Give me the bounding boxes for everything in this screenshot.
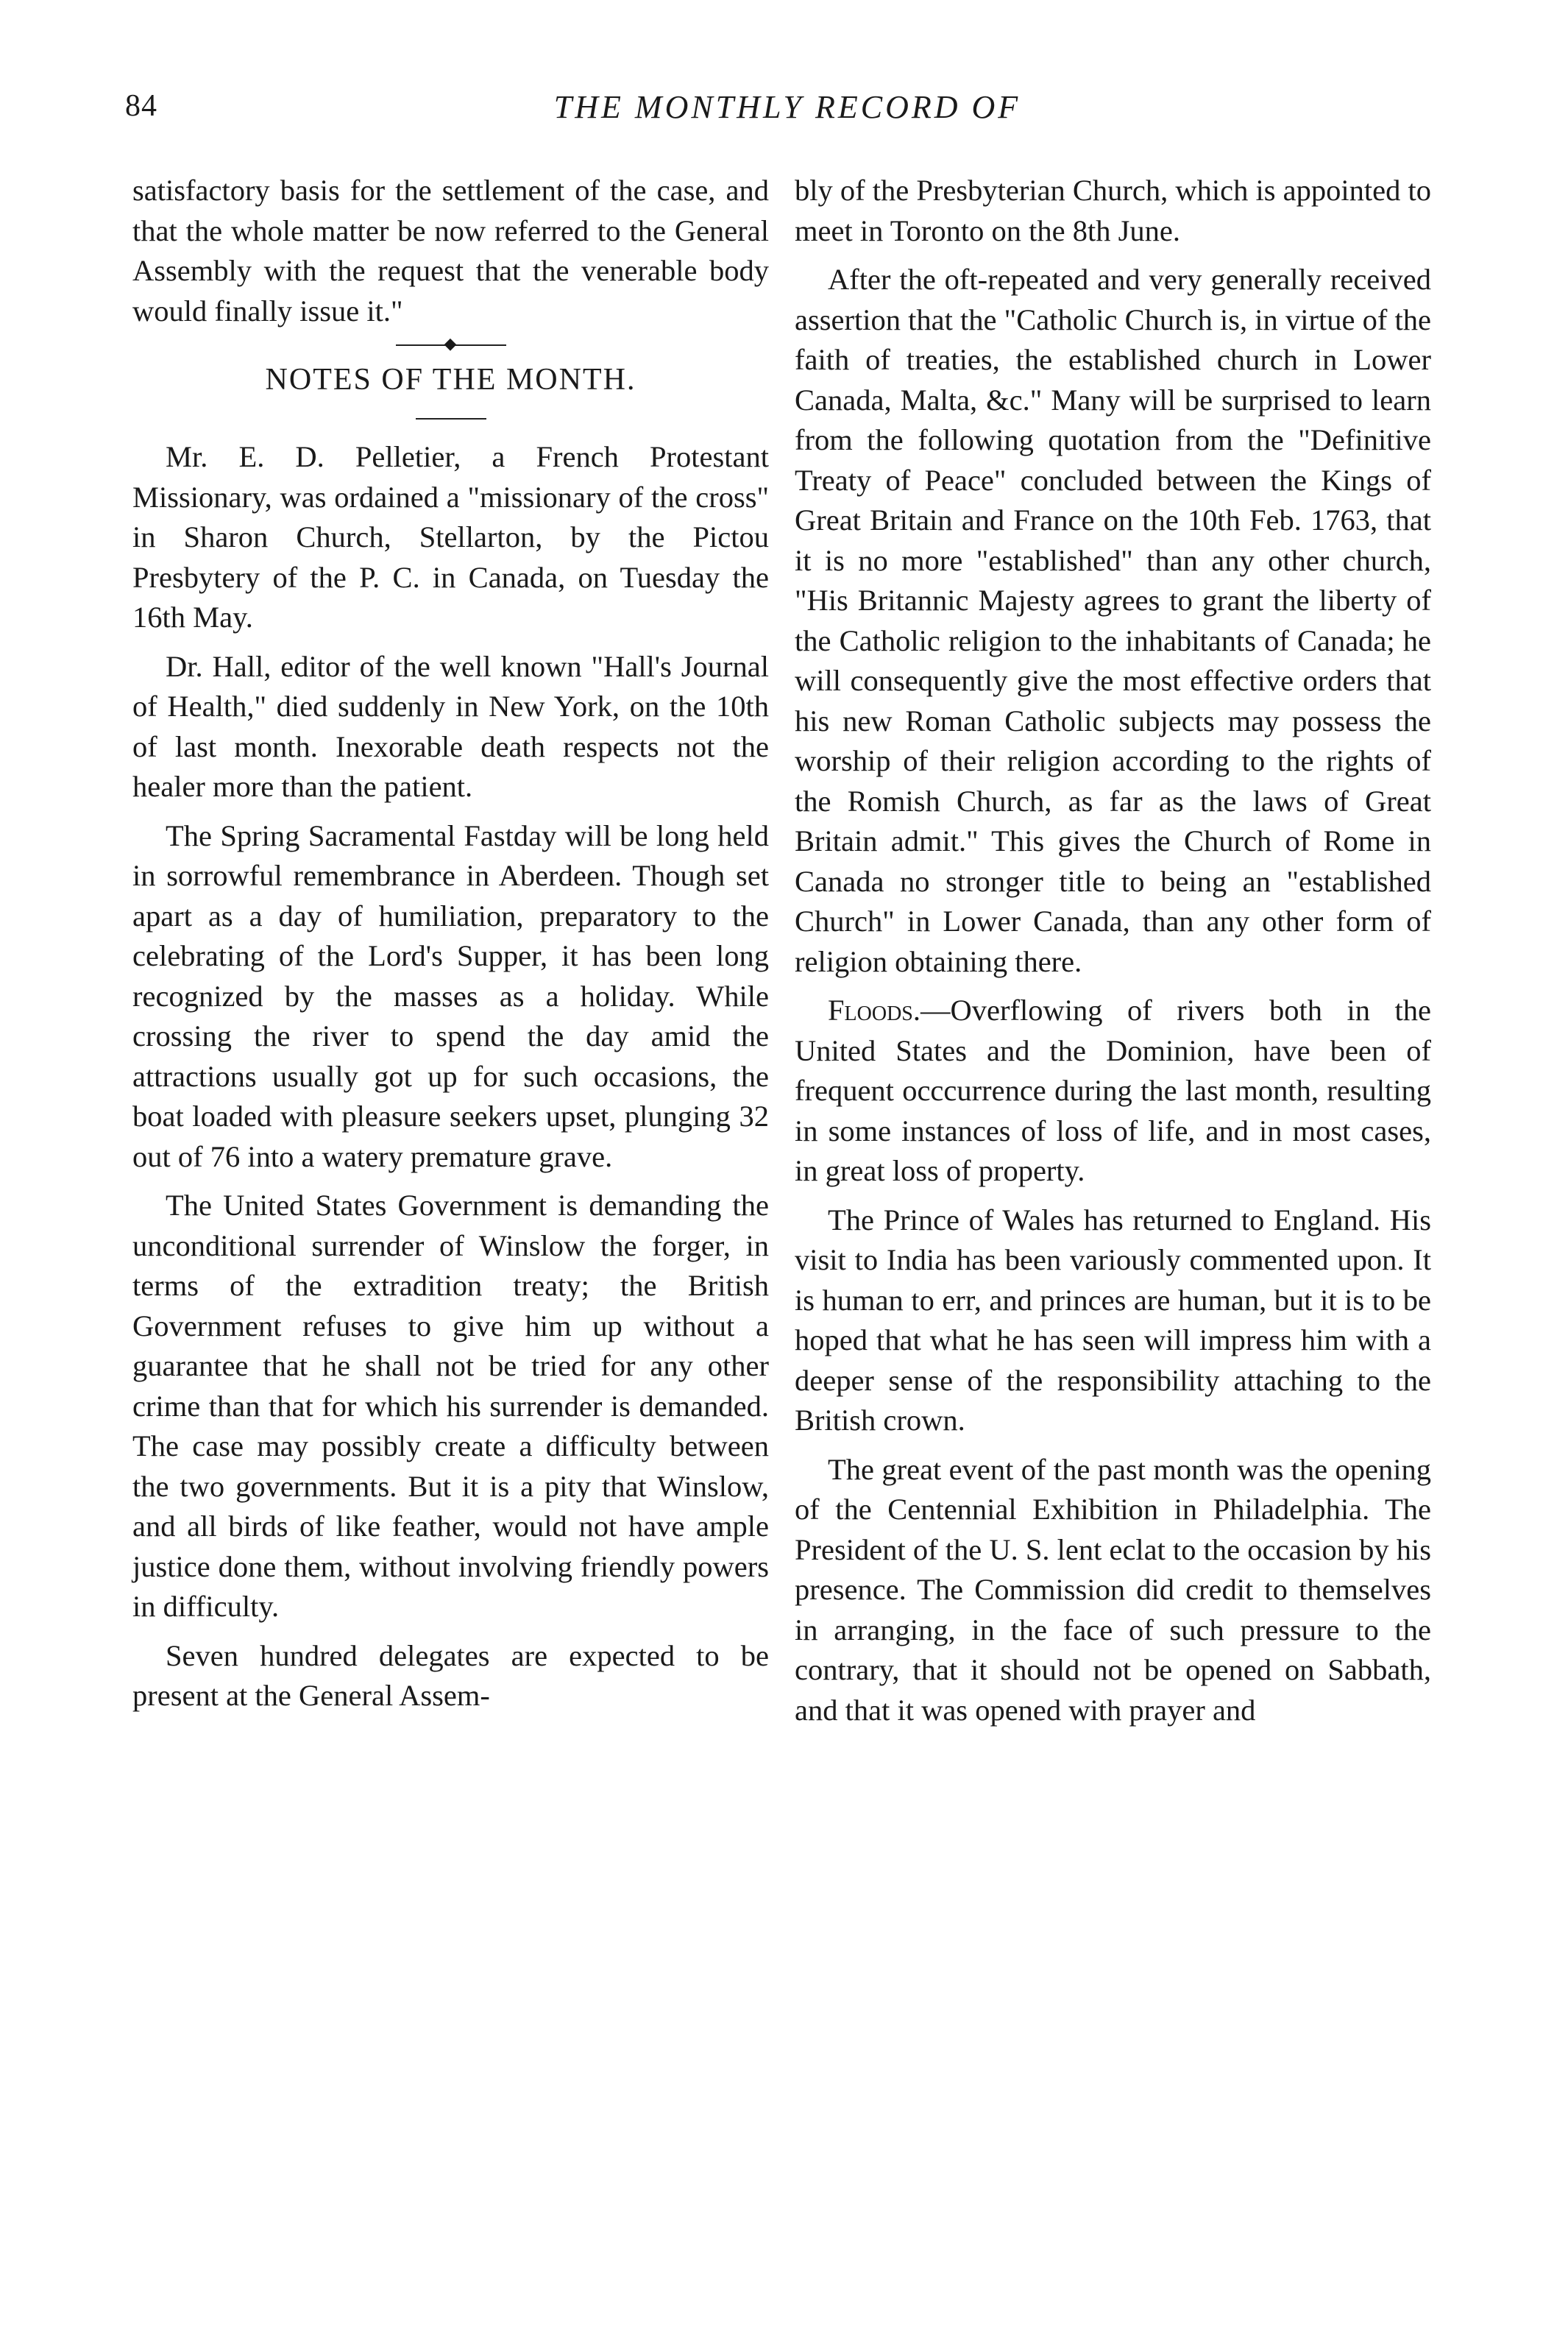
paragraph-delegates: Seven hundred delegates are expected to be present at the General Assem- [132,1638,769,1712]
paragraph-centennial: The great event of the past month was the opening of the Centennial Exhibition in Philadelphia. The President of the U. S. lent eclat to the occasion by his presence. The Commission did credit to themselves in arranging, in the face of such pressure to the contrary, that it should not be opened on Sabbath, and that it was opened with prayer and [795,1452,1431,1727]
paragraph-treaty: After the oft-repeated and very generally received assertion that the "Catholic Church is, in virtue of the faith of treaties, the established church in Lower Canada, Malta, &c." Many will be surprised to learn from the following quotation from the "Definitive Treaty of Peace" concluded between the Kings of Great Britain and France on the 10th Feb. 1763, that it is no more "established" than any other church, "His Britannic Majesty agrees to grant the liberty of the Catholic religion to the inhabitants of Canada; he will consequently give the most effective orders that his new Roman Catholic subjects may possess the worship of their religion according to the rights of the Romish Church, as far as the laws of Great Britain admit." This gives the Church of Rome in Canada no stronger title to being an "established Church" in Lower Canada, than any other form of religion obtaining there. [795,263,1431,978]
paragraph-hall: Dr. Hall, editor of the well known "Hall's Journal of Health," died suddenly in New York, on the 10th of last month. Inexorable death respects not the healer more than the patient. [132,649,769,803]
running-header [125,88,1450,140]
paragraph-floods [795,991,1431,1192]
left-column [132,171,769,1716]
page-number: 84 [125,89,157,123]
paragraph-continued-assembly: bly of the Presbyterian Church, which is appointed to meet in Toronto on the 8th June. [795,174,1431,247]
diamond-ornament-icon: ◆ [444,334,457,353]
floods-text: —Overflowing of rivers both in the United States and the Dominion, have been of frequent occcurrence during the last month, resulting in some instances of loss of life, and in most cases, in great loss of property. [795,994,1431,1187]
paragraph-winslow: The United States Government is demanding the unconditional surrender of Winslow the forger, in terms of the extradition treaty; the British Government refuses to give him up without a guarantee that he shall not be tried for any other crime than that for which his surrender is demanded. The case may possibly create a difficulty between the two governments. But it is a pity that Winslow, and all birds of like feather, would not have ample justice done them, without involving friendly powers in difficulty. [132,1189,769,1623]
floods-lead-in: Floods. [828,994,920,1027]
paragraph-continued: satisfactory basis for the settlement of the case, and that the whole matter be now referred to the General Assembly with the request that the venerable body would finally issue it." [132,174,769,328]
ornament-divider [396,334,506,353]
running-title: THE MONTHLY RECORD OF [553,89,1021,125]
paragraph-fastday: The Spring Sacramental Fastday will be long held in sorrowful remembrance in Aberdeen. Though set apart as a day of humiliation, preparatory to the celebrating of the Lord's Supper, it has been long recognized by the masses as a holiday. While crossing the river to spend the day amid the attractions usually got up for such occasions, the boat loaded with pleasure seekers upset, plunging 32 out of 76 into a watery premature grave. [132,818,769,1173]
section-title: NOTES OF THE MONTH. [265,363,636,397]
right-column [795,171,1431,1730]
paragraph-pelletier: Mr. E. D. Pelletier, a French Protestant Missionary, was ordained a "missionary of the cross" in Sharon Church, Stellarton, by the Pictou Presbytery of the P. C. in Canada, on Tuesday the 16th May. [132,440,769,634]
paragraph-prince-of-wales: The Prince of Wales has returned to England. His visit to India has been variously commented upon. It is human to err, and princes are human, but it is to be hoped that what he has seen will impress him with a deeper sense of the responsibility attaching to the British crown. [795,1203,1431,1437]
short-rule-divider [416,418,486,420]
